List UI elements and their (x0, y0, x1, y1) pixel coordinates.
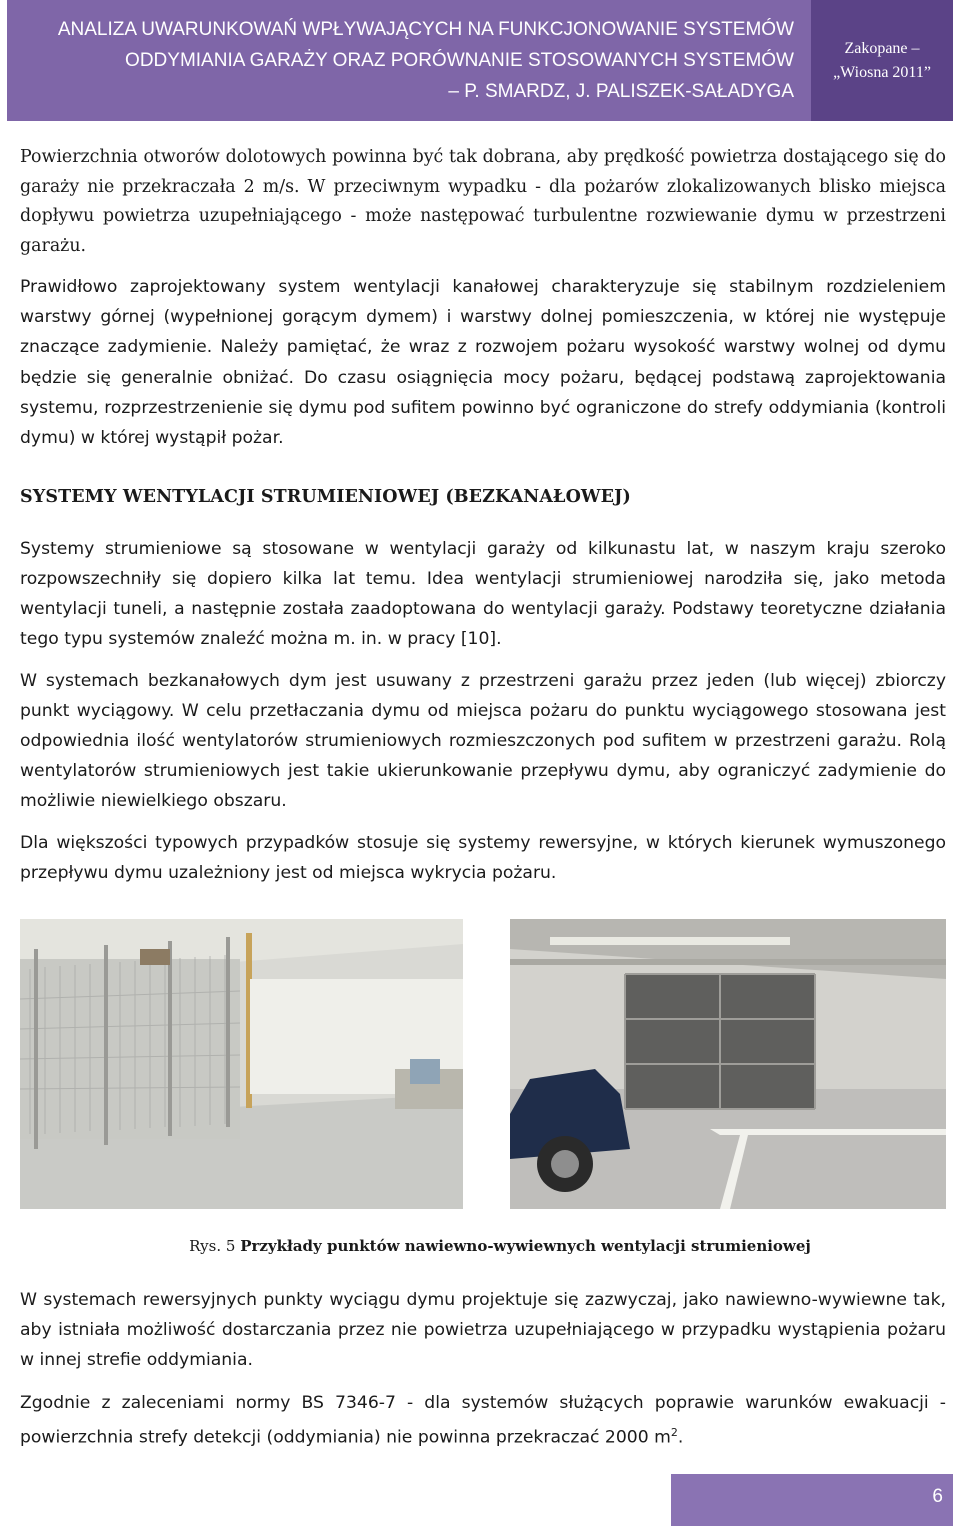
caption-title: Przykłady punktów nawiewno-wywiewnych wentylacji strumieniowej (240, 1237, 811, 1255)
garage-car-grilles-image (510, 919, 946, 1209)
section-heading: SYSTEMY WENTYLACJI STRUMIENIOWEJ (BEZKANAŁOWEJ) (20, 487, 631, 508)
header-title-block (7, 0, 811, 121)
header-title-line-3: – P. SMARDZ, J. PALISZEK-SAŁADYGA (448, 81, 794, 102)
area-unit-superscript: 2 (670, 1425, 678, 1439)
photo-garage-vent-grilles-right (510, 919, 946, 1209)
garage-wall-grilles-image (20, 919, 463, 1209)
header-location-block (811, 0, 953, 121)
bs-standard-text: Zgodnie z zaleceniami normy BS 7346-7 - dla systemów służących poprawie warunków ewakuacji - powierzchnia strefy detekcji (oddymiania) nie powinna przekraczać 2000 m (20, 1392, 946, 1448)
page-number: 6 (932, 1486, 943, 1507)
page-number-box (671, 1474, 953, 1526)
paragraph-reversible-systems: Dla większości typowych przypadków stosuje się systemy rewersyjne, w których kierunek wymuszonego przepływu dymu uzależniony jest od miejsca wykrycia pożaru. (20, 832, 946, 883)
figure-photos (20, 919, 946, 1209)
main-content (20, 143, 946, 899)
header-location: Zakopane – (844, 40, 920, 57)
paragraph-intake-openings: Powierzchnia otworów dolotowych powinna być tak dobrana, aby prędkość powietrza dostającego się do garaży nie przekraczała 2 m/s. W przeciwnym wypadku - dla pożarów zlokalizowanych blisko miejsca dopływu powietrza uzupełniającego - może następować turbulentne rozwiewanie dymu w przestrzeni garażu. (20, 147, 946, 256)
bs-standard-end: . (677, 1427, 684, 1448)
page-header (7, 0, 953, 121)
paragraph-reversible-extraction: W systemach rewersyjnych punkty wyciągu dymu projektuje się zazwyczaj, jako nawiewno-wywiewne tak, aby istniała możliwość dostarczania przez nie powietrza uzupełniającego w przypadku wystąpienia pożaru w innej strefie oddymiania. (20, 1290, 946, 1371)
photo-garage-vent-grilles-left (20, 919, 463, 1209)
paragraph-bs-standard (20, 1388, 946, 1453)
paragraph-duct-ventilation: Prawidłowo zaprojektowany system wentylacji kanałowej charakteryzuje się stabilnym rozdzieleniem warstwy górnej (wypełnionej gorącym dymem) i warstwy dolnej pomieszczenia, w której nie występuje znaczące zadymienie. Należy pamiętać, że wraz z rozwojem pożaru wysokość warstwy wolnej od dymu będzie się generalnie obniżać. Do czasu osiągnięcia mocy pożaru, będącej podstawą zaprojektowania systemu, rozprzestrzenienie się dymu pod sufitem powinno być ograniczone do strefy oddymiania (kontroli dymu) w której wystąpił pożar. (20, 277, 946, 449)
lower-content (20, 1285, 946, 1465)
header-title-line-1: ANALIZA UWARUNKOWAŃ WPŁYWAJĄCYCH NA FUNKCJONOWANIE SYSTEMÓW (57, 19, 794, 40)
figure-caption (0, 1237, 960, 1255)
paragraph-jet-systems: Systemy strumieniowe są stosowane w wentylacji garaży od kilkunastu lat, w naszym kraju szeroko rozpowszechniły się dopiero kilka lat temu. Idea wentylacji strumieniowej narodziła się, jako metoda wentylacji tuneli, a następnie została zaadoptowana do wentylacji garaży. Podstawy teoretyczne działania tego typu systemów znaleźć można m. in. w pracy [10]. (20, 538, 946, 650)
caption-prefix: Rys. 5 (189, 1237, 236, 1255)
header-title-line-2: ODDYMIANIA GARAŻY ORAZ PORÓWNANIE STOSOWANYCH SYSTEMÓW (125, 50, 794, 71)
paragraph-ductless-systems: W systemach bezkanałowych dym jest usuwany z przestrzeni garażu przez jeden (lub więcej) zbiorczy punkt wyciągowy. W celu przetłaczania dymu od miejsca pożaru do punktu wyciągowego stosowana jest odpowiednia ilość wentylatorów strumieniowych rozmieszczonych pod sufitem w przestrzeni garażu. Rolą wentylatorów strumieniowych jest takie ukierunkowanie przepływu dymu, aby ograniczyć zadymienie do możliwie niewielkiego obszaru. (20, 670, 946, 812)
header-season: „Wiosna 2011” (833, 64, 931, 81)
